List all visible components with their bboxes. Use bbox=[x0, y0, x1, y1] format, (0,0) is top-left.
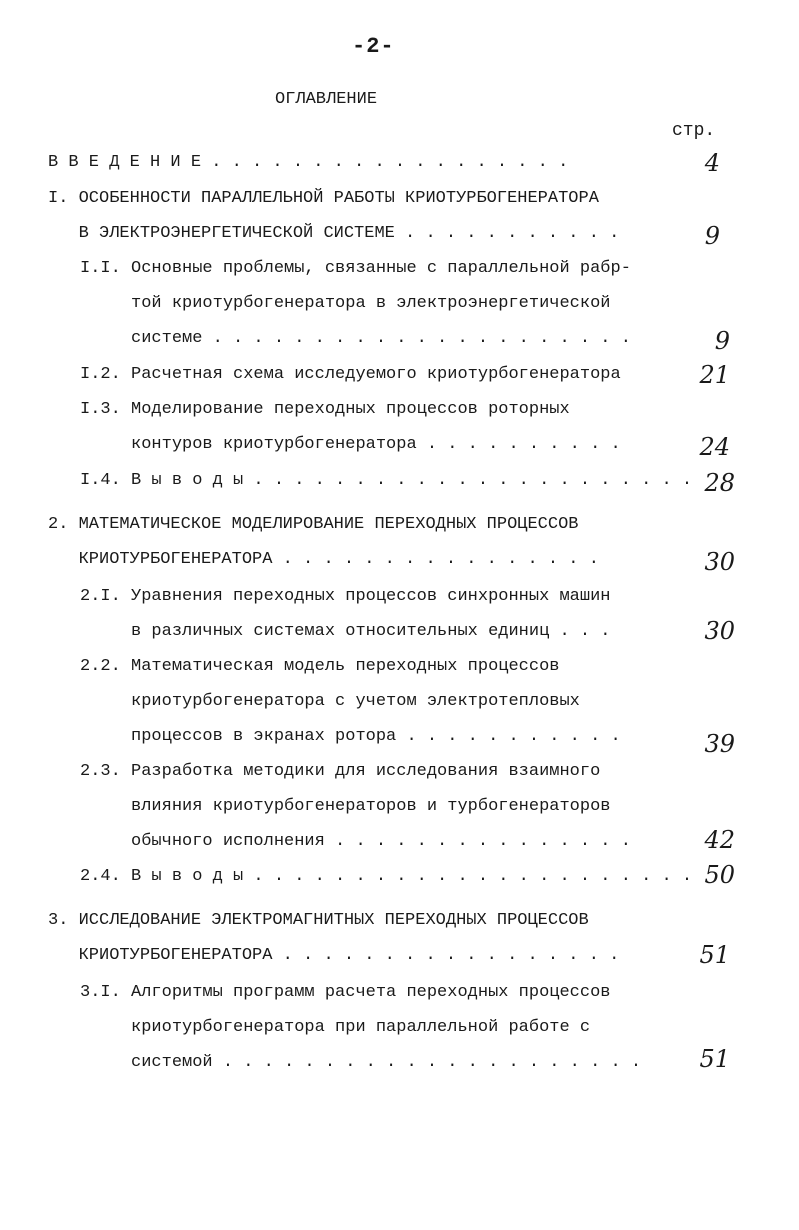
toc-chapter-3-line-2: КРИОТУРБОГЕНЕРАТОРА . . . . . . . . . . . . . . . . . bbox=[48, 946, 620, 965]
toc-chapter-2-line-1: 2. МАТЕМАТИЧЕСКОЕ МОДЕЛИРОВАНИЕ ПЕРЕХОДНЫХ ПРОЦЕССОВ bbox=[48, 515, 579, 534]
page-number: -2- bbox=[352, 34, 395, 59]
page-column-label: стр. bbox=[672, 121, 716, 141]
toc-section-1-1-line-2: той криотурбогенератора в электроэнергетической bbox=[80, 294, 611, 313]
toc-page-number: 50 bbox=[704, 861, 735, 889]
toc-section-1-2: I.2. Расчетная схема исследуемого криотурбогенератора bbox=[80, 365, 621, 384]
toc-chapter-1-line-2: В ЭЛЕКТРОЭНЕРГЕТИЧЕСКОЙ СИСТЕМЕ . . . . . . . . . . . bbox=[48, 224, 620, 243]
toc-page-number: 21 bbox=[699, 361, 730, 389]
toc-section-1-1-line-1: I.I. Основные проблемы, связанные с параллельной рабр- bbox=[80, 259, 631, 278]
toc-page-number: 28 bbox=[704, 469, 735, 497]
toc-section-2-1-line-2: в различных системах относительных единиц . . . bbox=[80, 622, 611, 641]
toc-section-3-1-line-3: системой . . . . . . . . . . . . . . . . . . . . . bbox=[80, 1053, 642, 1072]
toc-page-number: 51 bbox=[699, 941, 730, 969]
toc-entry-introduction: В В Е Д Е Н И Е . . . . . . . . . . . . . . . . . . bbox=[48, 153, 569, 172]
toc-section-2-2-line-1: 2.2. Математическая модель переходных процессов bbox=[80, 657, 560, 676]
toc-section-1-4: I.4. В ы в о д ы . . . . . . . . . . . . . . . . . . . . . . bbox=[80, 471, 693, 490]
toc-chapter-2-line-2: КРИОТУРБОГЕНЕРАТОРА . . . . . . . . . . . . . . . . bbox=[48, 550, 599, 569]
toc-section-2-3-line-1: 2.3. Разработка методики для исследования взаимного bbox=[80, 762, 601, 781]
toc-section-2-3-line-2: влияния криотурбогенераторов и турбогенераторов bbox=[80, 797, 611, 816]
toc-page-number: 39 bbox=[704, 730, 735, 758]
toc-page-number: 9 bbox=[704, 222, 720, 250]
toc-page-number: 4 bbox=[704, 149, 720, 177]
toc-chapter-3-line-1: 3. ИССЛЕДОВАНИЕ ЭЛЕКТРОМАГНИТНЫХ ПЕРЕХОДНЫХ ПРОЦЕССОВ bbox=[48, 911, 589, 930]
toc-page-number: 51 bbox=[699, 1045, 730, 1073]
toc-page-number: 30 bbox=[704, 548, 735, 576]
toc-section-2-1-line-1: 2.I. Уравнения переходных процессов синхронных машин bbox=[80, 587, 611, 606]
toc-title: ОГЛАВЛЕНИЕ bbox=[275, 90, 378, 109]
toc-page-number: 30 bbox=[704, 617, 735, 645]
toc-page-number: 42 bbox=[704, 826, 735, 854]
toc-section-2-2-line-2: криотурбогенератора с учетом электротепловых bbox=[80, 692, 580, 711]
toc-section-1-1-line-3: системе . . . . . . . . . . . . . . . . . . . . . bbox=[80, 329, 631, 348]
toc-section-2-2-line-3: процессов в экранах ротора . . . . . . . . . . . bbox=[80, 727, 621, 746]
toc-section-3-1-line-2: криотурбогенератора при параллельной работе с bbox=[80, 1018, 591, 1037]
toc-chapter-1-line-1: I. ОСОБЕННОСТИ ПАРАЛЛЕЛЬНОЙ РАБОТЫ КРИОТУРБОГЕНЕРАТОРА bbox=[48, 189, 599, 208]
toc-section-1-3-line-1: I.3. Моделирование переходных процессов роторных bbox=[80, 400, 570, 419]
toc-section-2-4: 2.4. В ы в о д ы . . . . . . . . . . . . . . . . . . . . . . bbox=[80, 867, 693, 886]
toc-section-3-1-line-1: 3.I. Алгоритмы программ расчета переходных процессов bbox=[80, 983, 611, 1002]
toc-page-number: 24 bbox=[699, 433, 730, 461]
toc-page-number: 9 bbox=[714, 327, 730, 355]
toc-section-2-3-line-3: обычного исполнения . . . . . . . . . . . . . . . bbox=[80, 832, 631, 851]
toc-section-1-3-line-2: контуров криотурбогенератора . . . . . . . . . . bbox=[80, 435, 621, 454]
